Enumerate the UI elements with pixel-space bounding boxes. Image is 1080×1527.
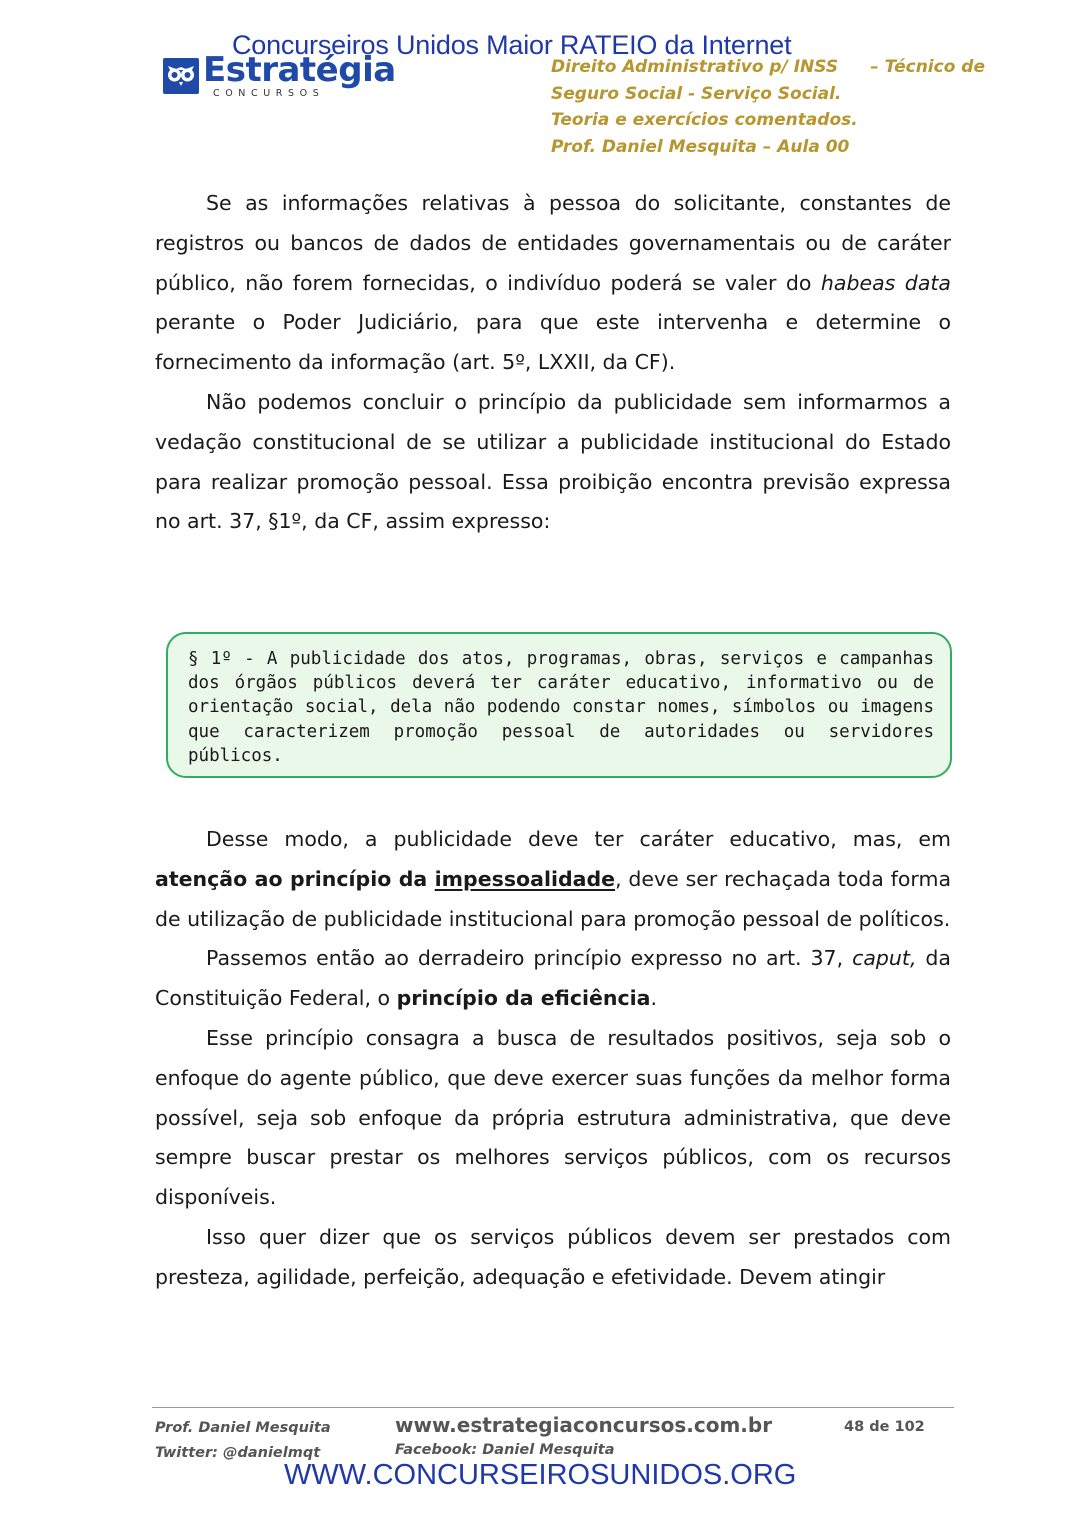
- paragraph-eficiencia-intro: Passemos então ao derradeiro princípio expresso no art. 37, caput, da Constituição Federal, o princípio da eficiência.: [155, 946, 951, 1011]
- bold-impessoalidade: atenção ao princípio da impessoalidade: [155, 866, 616, 891]
- paragraph-impessoalidade: Desse modo, a publicidade deve ter caráter educativo, mas, em atenção ao princípio da impessoalidade, deve ser rechaçada toda forma de utilização de publicidade institucional para promoção pessoal de políticos.: [155, 827, 952, 931]
- text-block-1: [155, 184, 951, 542]
- course-line-1: [551, 54, 985, 81]
- legal-quote-text: § 1º - A publicidade dos atos, programas, obras, serviços e campanhas dos órgãos públicos deverá ter caráter educativo, informativo ou de orientação social, dela não podendo constar nomes, símbolos ou imagens que caracterizem promoção pessoal de autoridades ou servidores públicos.: [188, 649, 934, 766]
- footer-divider: [152, 1407, 954, 1408]
- watermark-top: Concurseiros Unidos Maior RATEIO da Internet: [232, 30, 792, 60]
- estrategia-logo: [163, 50, 403, 102]
- course-line-4: Prof. Daniel Mesquita – Aula 00: [551, 136, 850, 157]
- course-header: [551, 54, 991, 160]
- bold-eficiencia: princípio da eficiência: [396, 986, 651, 1011]
- paragraph-eficiencia-definition: Esse princípio consagra a busca de resultados positivos, seja sob o enfoque do agente público, que deve exercer suas funções da melhor forma possível, seja sob enfoque da própria estrutura administrativa, que deve sempre buscar prestar os melhores serviços públicos, com os recursos disponíveis.: [155, 1025, 951, 1210]
- footer-twitter: Twitter: @danielmqt: [155, 1445, 321, 1461]
- footer-facebook: Facebook: Daniel Mesquita: [395, 1442, 615, 1458]
- footer-author-name: Prof. Daniel Mesquita: [155, 1420, 331, 1436]
- page-number: 48 de 102: [844, 1419, 925, 1435]
- course-title: Direito Administrativo p/ INSS: [551, 57, 839, 77]
- owl-logo-icon: [163, 58, 199, 94]
- legal-quote-box: [166, 632, 952, 778]
- text-block-2: [155, 820, 951, 1298]
- paragraph-habeas-data: Se as informações relativas à pessoa do solicitante, constantes de registros ou bancos de dados de entidades governamentais ou de caráter público, não forem fornecidas, o indivíduo poderá se valer do habeas data perante o Poder Judiciário, para que este intervenha e determine o fornecimento da informação (art. 5º, LXXII, da CF).: [155, 191, 951, 375]
- habeas-data-term: habeas data: [820, 270, 951, 295]
- footer-website-link[interactable]: www.estrategiaconcursos.com.br: [395, 1413, 773, 1437]
- course-line-2: Seguro Social - Serviço Social.: [551, 83, 842, 104]
- paragraph-servicos-publicos: Isso quer dizer que os serviços públicos devem ser prestados com presteza, agilidade, perfeição, adequação e efetividade. Devem atingir: [155, 1224, 951, 1289]
- logo-brand: Estratégia: [203, 50, 396, 90]
- watermark-bottom-link[interactable]: WWW.CONCURSEIROSUNIDOS.ORG: [284, 1459, 797, 1491]
- paragraph-vedacao: Não podemos concluir o princípio da publicidade sem informarmos a vedação constitucional de se utilizar a publicidade institucional do Estado para realizar promoção pessoal. Essa proibição encontra previsão expressa no art. 37, §1º, da CF, assim expresso:: [155, 389, 951, 534]
- course-line-3: Teoria e exercícios comentados.: [551, 110, 858, 130]
- course-title-end: – Técnico de: [870, 57, 985, 77]
- logo-subtitle: CONCURSOS: [213, 88, 325, 99]
- footer-links: [395, 1410, 772, 1460]
